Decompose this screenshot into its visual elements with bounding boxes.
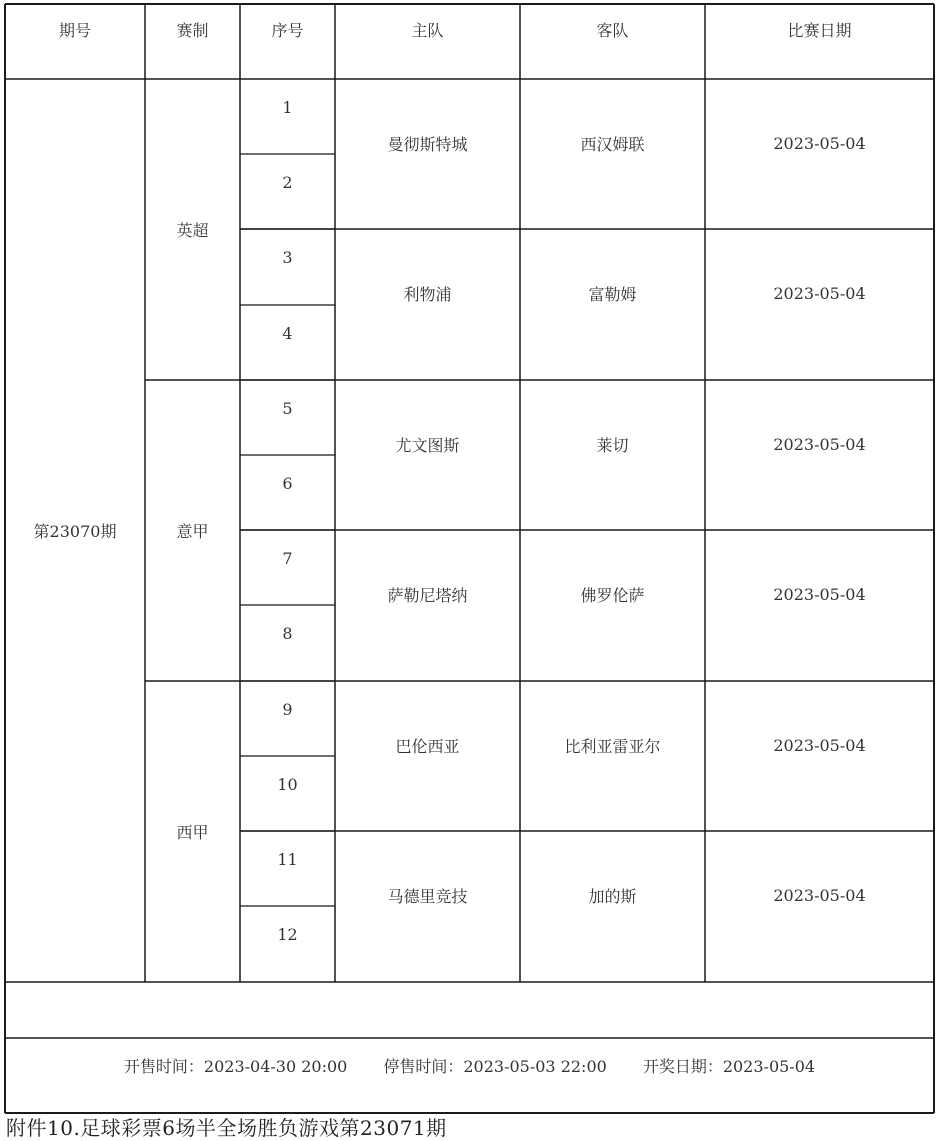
match-date: 2023-05-04 <box>773 584 866 604</box>
league-cell: 英超 <box>176 221 209 240</box>
sale-start-time: 开售时间：2023-04-30 20:00 <box>123 1057 348 1076</box>
serial-cell: 10 <box>277 774 298 794</box>
match-date: 2023-05-04 <box>773 735 866 755</box>
away-team: 加的斯 <box>588 886 637 906</box>
away-team: 富勒姆 <box>588 284 637 304</box>
header-home: 主队 <box>411 20 444 40</box>
away-team: 佛罗伦萨 <box>580 585 645 605</box>
sale-stop-time: 停售时间：2023-05-03 22:00 <box>383 1057 607 1076</box>
match-date: 2023-05-04 <box>773 885 866 905</box>
sale-info-row <box>5 1038 934 1093</box>
document-caption: 附件10.足球彩票6场半全场胜负游戏第23071期 <box>6 1116 447 1140</box>
league-cell: 西甲 <box>176 823 209 842</box>
serial-cell: 12 <box>277 924 298 944</box>
header-away: 客队 <box>596 20 629 40</box>
issue-number: 第23070期 <box>33 522 117 541</box>
draw-date: 开奖日期：2023-05-04 <box>642 1057 816 1076</box>
serial-cell: 2 <box>282 172 293 192</box>
serial-cell: 4 <box>282 323 293 343</box>
home-team: 马德里竞技 <box>387 886 468 906</box>
serial-cell: 1 <box>282 97 293 117</box>
header-issue: 期号 <box>58 20 91 40</box>
away-team: 比利亚雷亚尔 <box>564 736 661 756</box>
home-team: 巴伦西亚 <box>395 736 460 756</box>
home-team: 曼彻斯特城 <box>387 134 468 154</box>
home-team: 利物浦 <box>403 284 452 304</box>
header-serial: 序号 <box>271 20 304 40</box>
home-team: 萨勒尼塔纳 <box>387 585 468 605</box>
serial-cell: 8 <box>282 623 293 643</box>
home-team: 尤文图斯 <box>395 435 460 455</box>
serial-cell: 6 <box>282 473 293 493</box>
serial-cell: 7 <box>282 548 293 568</box>
match-date: 2023-05-04 <box>773 283 866 303</box>
header-league: 赛制 <box>176 20 209 40</box>
league-cell: 意甲 <box>176 522 209 541</box>
header-date: 比赛日期 <box>787 20 852 40</box>
serial-cell: 3 <box>282 247 293 267</box>
serial-cell: 11 <box>277 849 298 869</box>
away-team: 莱切 <box>596 435 629 455</box>
serial-cell: 5 <box>282 398 293 418</box>
serial-cell: 9 <box>282 699 293 719</box>
match-date: 2023-05-04 <box>773 434 866 454</box>
match-date: 2023-05-04 <box>773 133 866 153</box>
away-team: 西汉姆联 <box>580 134 645 154</box>
